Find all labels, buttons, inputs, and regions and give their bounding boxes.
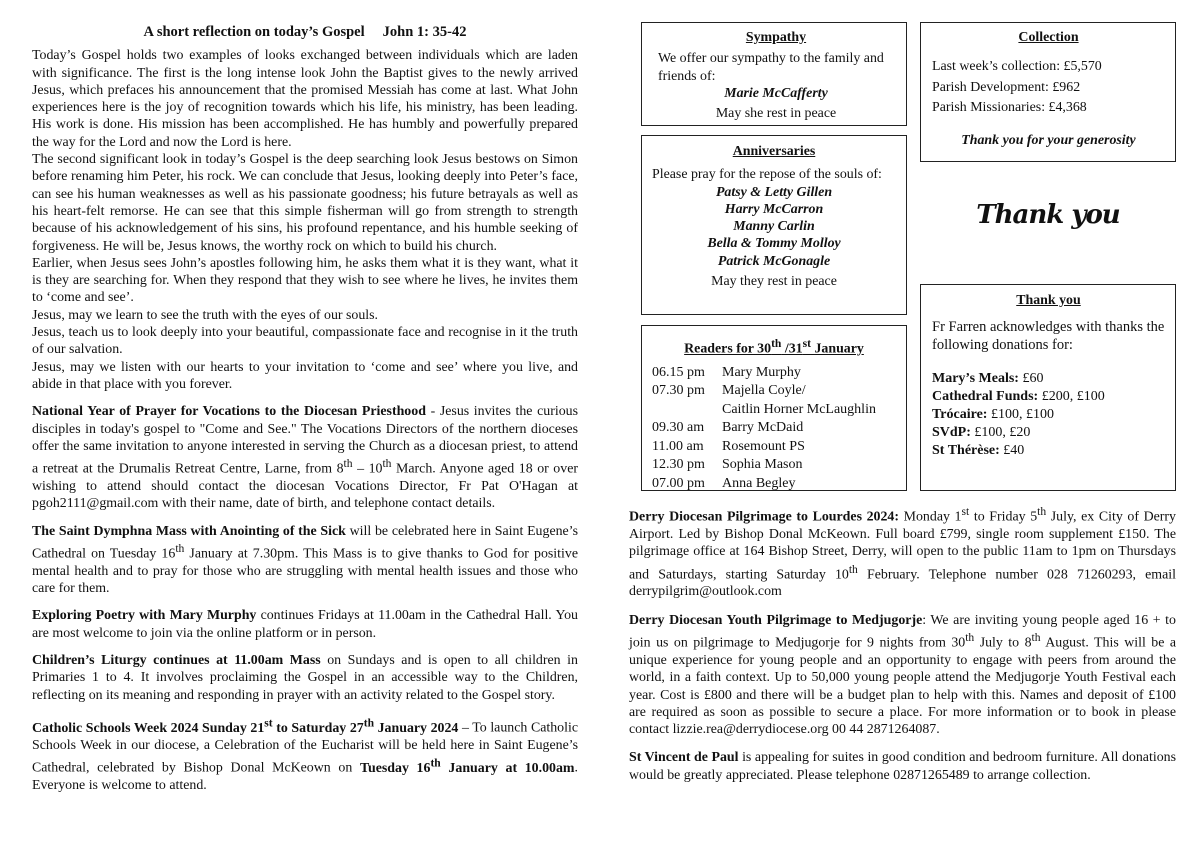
reflection-prayer-3: Jesus, may we listen with our hearts to your invitation to ‘come and see’ where you live, and abide in that place with you forever. xyxy=(32,359,578,392)
readers-sup-a: th xyxy=(771,337,782,350)
donation-label: Mary’s Meals: xyxy=(932,371,1019,387)
readers-title-a: Readers for 30 xyxy=(684,341,772,357)
donation-item xyxy=(932,442,1165,460)
dymphna-heading: The Saint Dymphna Mass with Anointing of the Sick xyxy=(32,523,346,539)
schools-heading xyxy=(32,715,459,736)
schools-sup-b: th xyxy=(363,715,375,729)
reader-name: Sophia Mason xyxy=(722,457,803,473)
lourdes-notice xyxy=(629,503,1176,601)
anniversaries-names xyxy=(652,184,896,270)
anniversary-name: Bella & Tommy Molloy xyxy=(707,236,841,252)
schools-heading-a: Catholic Schools Week 2024 Sunday 21 xyxy=(32,720,265,736)
reader-name: Majella Coyle/ xyxy=(722,383,806,399)
schools-sup-a: st xyxy=(264,715,273,729)
lourdes-heading: Derry Diocesan Pilgrimage to Lourdes 2024: xyxy=(629,509,900,525)
schools-tail: . Everyone is welcome to attend. xyxy=(32,760,578,794)
donation-label: St Thérèse: xyxy=(932,443,1000,459)
lourdes-body-a: Monday 1 xyxy=(899,509,962,525)
lourdes-body-b: to Friday 5 xyxy=(969,509,1038,525)
poetry-notice xyxy=(32,607,578,642)
medjugorje-notice xyxy=(629,612,1176,739)
anniversaries-title: Anniversaries xyxy=(732,144,816,159)
schools-heading-b: to Saturday 27 xyxy=(272,720,364,736)
thank-you-heading: Thank you xyxy=(976,200,1120,230)
svdp-heading: St Vincent de Paul xyxy=(629,750,739,766)
readers-title xyxy=(652,335,896,358)
reader-time: 07.00 pm xyxy=(652,475,705,491)
poetry-heading: Exploring Poetry with Mary Murphy xyxy=(32,608,257,624)
schools-notice xyxy=(32,714,578,794)
vocations-body-a: - Jesus invites the curious disciples in today's gospel to "Come and See." The Vocations Directors of the northern dioceses offer the same invitation to anyone interested in serving the Church as a diocesan priest, to attend a retreat at the Drumalis Retreat Centre, Larne, from 8 xyxy=(32,404,578,477)
medjugorje-sup-b: th xyxy=(1031,631,1041,645)
reader-time: 12.30 pm xyxy=(652,457,705,473)
schools-date-b: January at 10.00am xyxy=(440,760,575,776)
vocations-sup-b: th xyxy=(382,457,392,471)
reader-name: Mary Murphy xyxy=(722,364,801,380)
dymphna-notice xyxy=(32,523,578,598)
thank-you-title: Thank you xyxy=(1016,293,1081,308)
schools-heading-c: January 2024 xyxy=(374,720,459,736)
medjugorje-body-c: August. This will be a unique experience for young people and an opportunity to engage with peers from around the world, in a faith context. Up to 50,000 young people attend the Medjugorje Youth Festival each year. Cost is £800 and there will be a budget plan to help with this. Names and deposit of £100 are required as soon as possible to secure a place. For more information or to book in please contact lizzie.rea@derrydiocese.org 00 44 2871264087. xyxy=(629,635,1177,738)
thank-you-text: Fr Farren acknowledges with thanks the following donations for: xyxy=(932,319,1165,354)
donation-amount: £100, £20 xyxy=(970,425,1031,441)
lourdes-body-c: July, ex City of Derry Airport. Led by Bishop Donal McKeown. Full board £799, single room supplement £150. The pilgrimage office at 164 Bishop Street, Derry, will open to the public 11am to 1pm on Thursdays and Saturdays, starting Saturday 10 xyxy=(629,509,1176,583)
lourdes-sup-a: st xyxy=(961,505,970,518)
lourdes-body-d: February. Telephone number 028 71260293, email derrypilgrim@outlook.com xyxy=(629,567,1176,600)
donation-item xyxy=(932,424,1165,442)
vocations-body-c: March. Anyone aged 18 or over wishing to attend should contact the diocesan Vocations Director, Fr Pat O'Hagan at pgoh2111@gmail.com with their name, date of birth, and telephone contact details. xyxy=(32,461,578,512)
medjugorje-body-a: : We are inviting young people aged 16 + to join us on pilgrimage to Medjugorje for 9 nights from 30 xyxy=(629,612,1176,651)
collection-line: Last week’s collection: £5,570 xyxy=(932,59,1102,75)
reflection-title-text: A short reflection on today’s Gospel xyxy=(143,24,365,40)
vocations-notice xyxy=(32,403,578,512)
schools-date-a: Tuesday 16 xyxy=(359,760,431,776)
collection-box xyxy=(920,22,1176,162)
donation-amount: £100, £100 xyxy=(987,407,1054,423)
donation-amount: £200, £100 xyxy=(1038,389,1105,405)
lourdes-sup-b: th xyxy=(1037,505,1047,518)
reflection-para-2: The second significant look in today’s Gospel is the deep searching look Jesus bestows on Simon before renaming him Peter, his rock. We can conclude that Jesus, looking deeply into Peter’s face, can see his human weaknesses as well as his passionate goodness; his future betrayals as well as his heart-felt remorse. He can see that this simple fisherman will go from strength to strength because of his acknowledgement of his sins, his profound repentance, and his humble seeking of forgiveness. He will be, Jesus knows, the worthy rock on which to build his church. xyxy=(32,152,578,254)
right-column xyxy=(629,503,1176,784)
donation-amount: £60 xyxy=(1018,371,1044,387)
schools-body: – To launch Catholic Schools Week in our diocese, a Celebration of the Eucharist will be held here in Saint Eugene’s Cathedral, celebrated by Bishop Donal McKeown on xyxy=(32,720,579,776)
left-column xyxy=(32,24,578,794)
reader-time: 07.30 pm xyxy=(652,383,705,399)
reflection-prayer-2: Jesus, teach us to look deeply into your beautiful, compassionate face and recognise in it the truth of our salvation. xyxy=(32,325,578,358)
anniversaries-text: Please pray for the repose of the souls of: xyxy=(652,167,882,183)
donation-label: Trócaire: xyxy=(932,407,988,423)
sympathy-name: Marie McCafferty xyxy=(724,85,828,101)
reflection-para-3: Earlier, when Jesus sees John’s apostles following him, he asks them what it is they want, what it is they are searching for. When they respond that they wish to see where he lives, he invites them to ‘come and see’. xyxy=(32,255,578,306)
schools-date-sup: th xyxy=(430,756,441,770)
schools-date xyxy=(359,756,575,776)
anniversaries-closing: May they rest in peace xyxy=(711,274,837,290)
readers-list xyxy=(652,364,896,493)
reader-name: Anna Begley xyxy=(722,475,796,491)
anniversary-name: Patsy & Letty Gillen xyxy=(715,184,833,200)
vocations-body-b: – 10 xyxy=(352,461,383,477)
donation-amount: £40 xyxy=(999,443,1025,459)
readers-box xyxy=(641,325,907,491)
liturgy-body: on Sundays and is open to all children in Primaries 1 to 4. It involves proclaiming the Gospel in an accessible way to the Children, reflecting on its meaning and responding in prayer with an activity related to the Gospel story. xyxy=(32,653,578,703)
lourdes-sup-c: th xyxy=(848,562,858,576)
thank-you-box xyxy=(920,284,1176,491)
anniversary-name: Harry McCarron xyxy=(724,201,824,217)
svdp-body: is appealing for suites in good condition and bedroom furniture. All donations would be greatly appreciated. Please telephone 02871265489 to arrange collection. xyxy=(629,750,1176,783)
reader-time: 11.00 am xyxy=(652,438,704,454)
sympathy-box xyxy=(641,22,907,126)
sympathy-title: Sympathy xyxy=(745,30,807,45)
readers-title-b: /31 xyxy=(781,341,803,357)
donation-item xyxy=(932,388,1165,406)
reflection-para-1: Today’s Gospel holds two examples of looks exchanged between individuals which are laden with significance. The first is the long intense look John the Baptist gives to the newly arrived Jesus, which prefaces his announcement that the promised Messiah has come at last. What John experiences here is the joy of recognition towards which his life, his ministry, has been leading. His work is done. His mission has been accomplished. He has humbly and powerfully prepared the way for the Lord and now the Lord is here. xyxy=(32,48,578,150)
collection-line: Parish Missionaries: £4,368 xyxy=(932,100,1087,116)
donation-item xyxy=(932,406,1165,424)
poetry-body: continues Fridays at 11.00am in the Cathedral Hall. You are most welcome to join via the online platform or in person. xyxy=(32,608,578,641)
dymphna-body-b: January at 7.30pm. This Mass is to give thanks to God for positive mental health and to pray for those who are struggling with mental health issues and those who care for them. xyxy=(32,546,578,597)
sympathy-closing: May she rest in peace xyxy=(715,106,837,122)
vocations-heading: National Year of Prayer for Vocations to the Diocesan Priesthood xyxy=(32,404,426,420)
collection-line: Parish Development: £962 xyxy=(932,79,1081,95)
collection-lines xyxy=(932,57,1165,119)
reader-time: 09.30 am xyxy=(652,420,705,436)
anniversary-name: Patrick McGonagle xyxy=(717,253,831,269)
donation-item xyxy=(932,370,1165,388)
medjugorje-sup-a: th xyxy=(965,631,975,645)
anniversary-name: Manny Carlin xyxy=(733,219,815,235)
svdp-notice xyxy=(629,749,1176,784)
dymphna-sup: th xyxy=(175,541,185,555)
reflection-prayer-1: Jesus, may we learn to see the truth with the eyes of our souls. xyxy=(32,307,379,323)
reflection-title xyxy=(32,24,578,41)
reader-name: Rosemount PS xyxy=(722,438,805,454)
dymphna-body-a: will be celebrated here in Saint Eugene’s Cathedral on Tuesday 16 xyxy=(32,523,578,562)
sympathy-text: We offer our sympathy to the family and friends of: xyxy=(658,51,884,84)
donation-label: SVdP: xyxy=(932,425,971,441)
donation-label: Cathedral Funds: xyxy=(932,389,1039,405)
collection-title: Collection xyxy=(1018,30,1079,45)
reader-name: Barry McDaid xyxy=(722,420,804,436)
liturgy-notice xyxy=(32,652,578,704)
reader-time: 06.15 pm xyxy=(652,364,705,380)
donations-list xyxy=(932,370,1165,460)
collection-closing: Thank you for your generosity xyxy=(961,132,1136,148)
readers-title-c: January xyxy=(810,341,864,357)
medjugorje-body-b: July to 8 xyxy=(974,635,1032,651)
medjugorje-heading: Derry Diocesan Youth Pilgrimage to Medjugorje xyxy=(629,612,923,628)
vocations-sup-a: th xyxy=(343,457,353,471)
anniversaries-box xyxy=(641,135,907,315)
liturgy-heading: Children’s Liturgy continues at 11.00am Mass xyxy=(32,653,321,669)
reflection-reference: John 1: 35-42 xyxy=(382,24,467,40)
reader-time xyxy=(652,401,722,419)
reader-name: Caitlin Horner McLaughlin xyxy=(722,401,876,417)
readers-sup-b: st xyxy=(802,337,811,350)
